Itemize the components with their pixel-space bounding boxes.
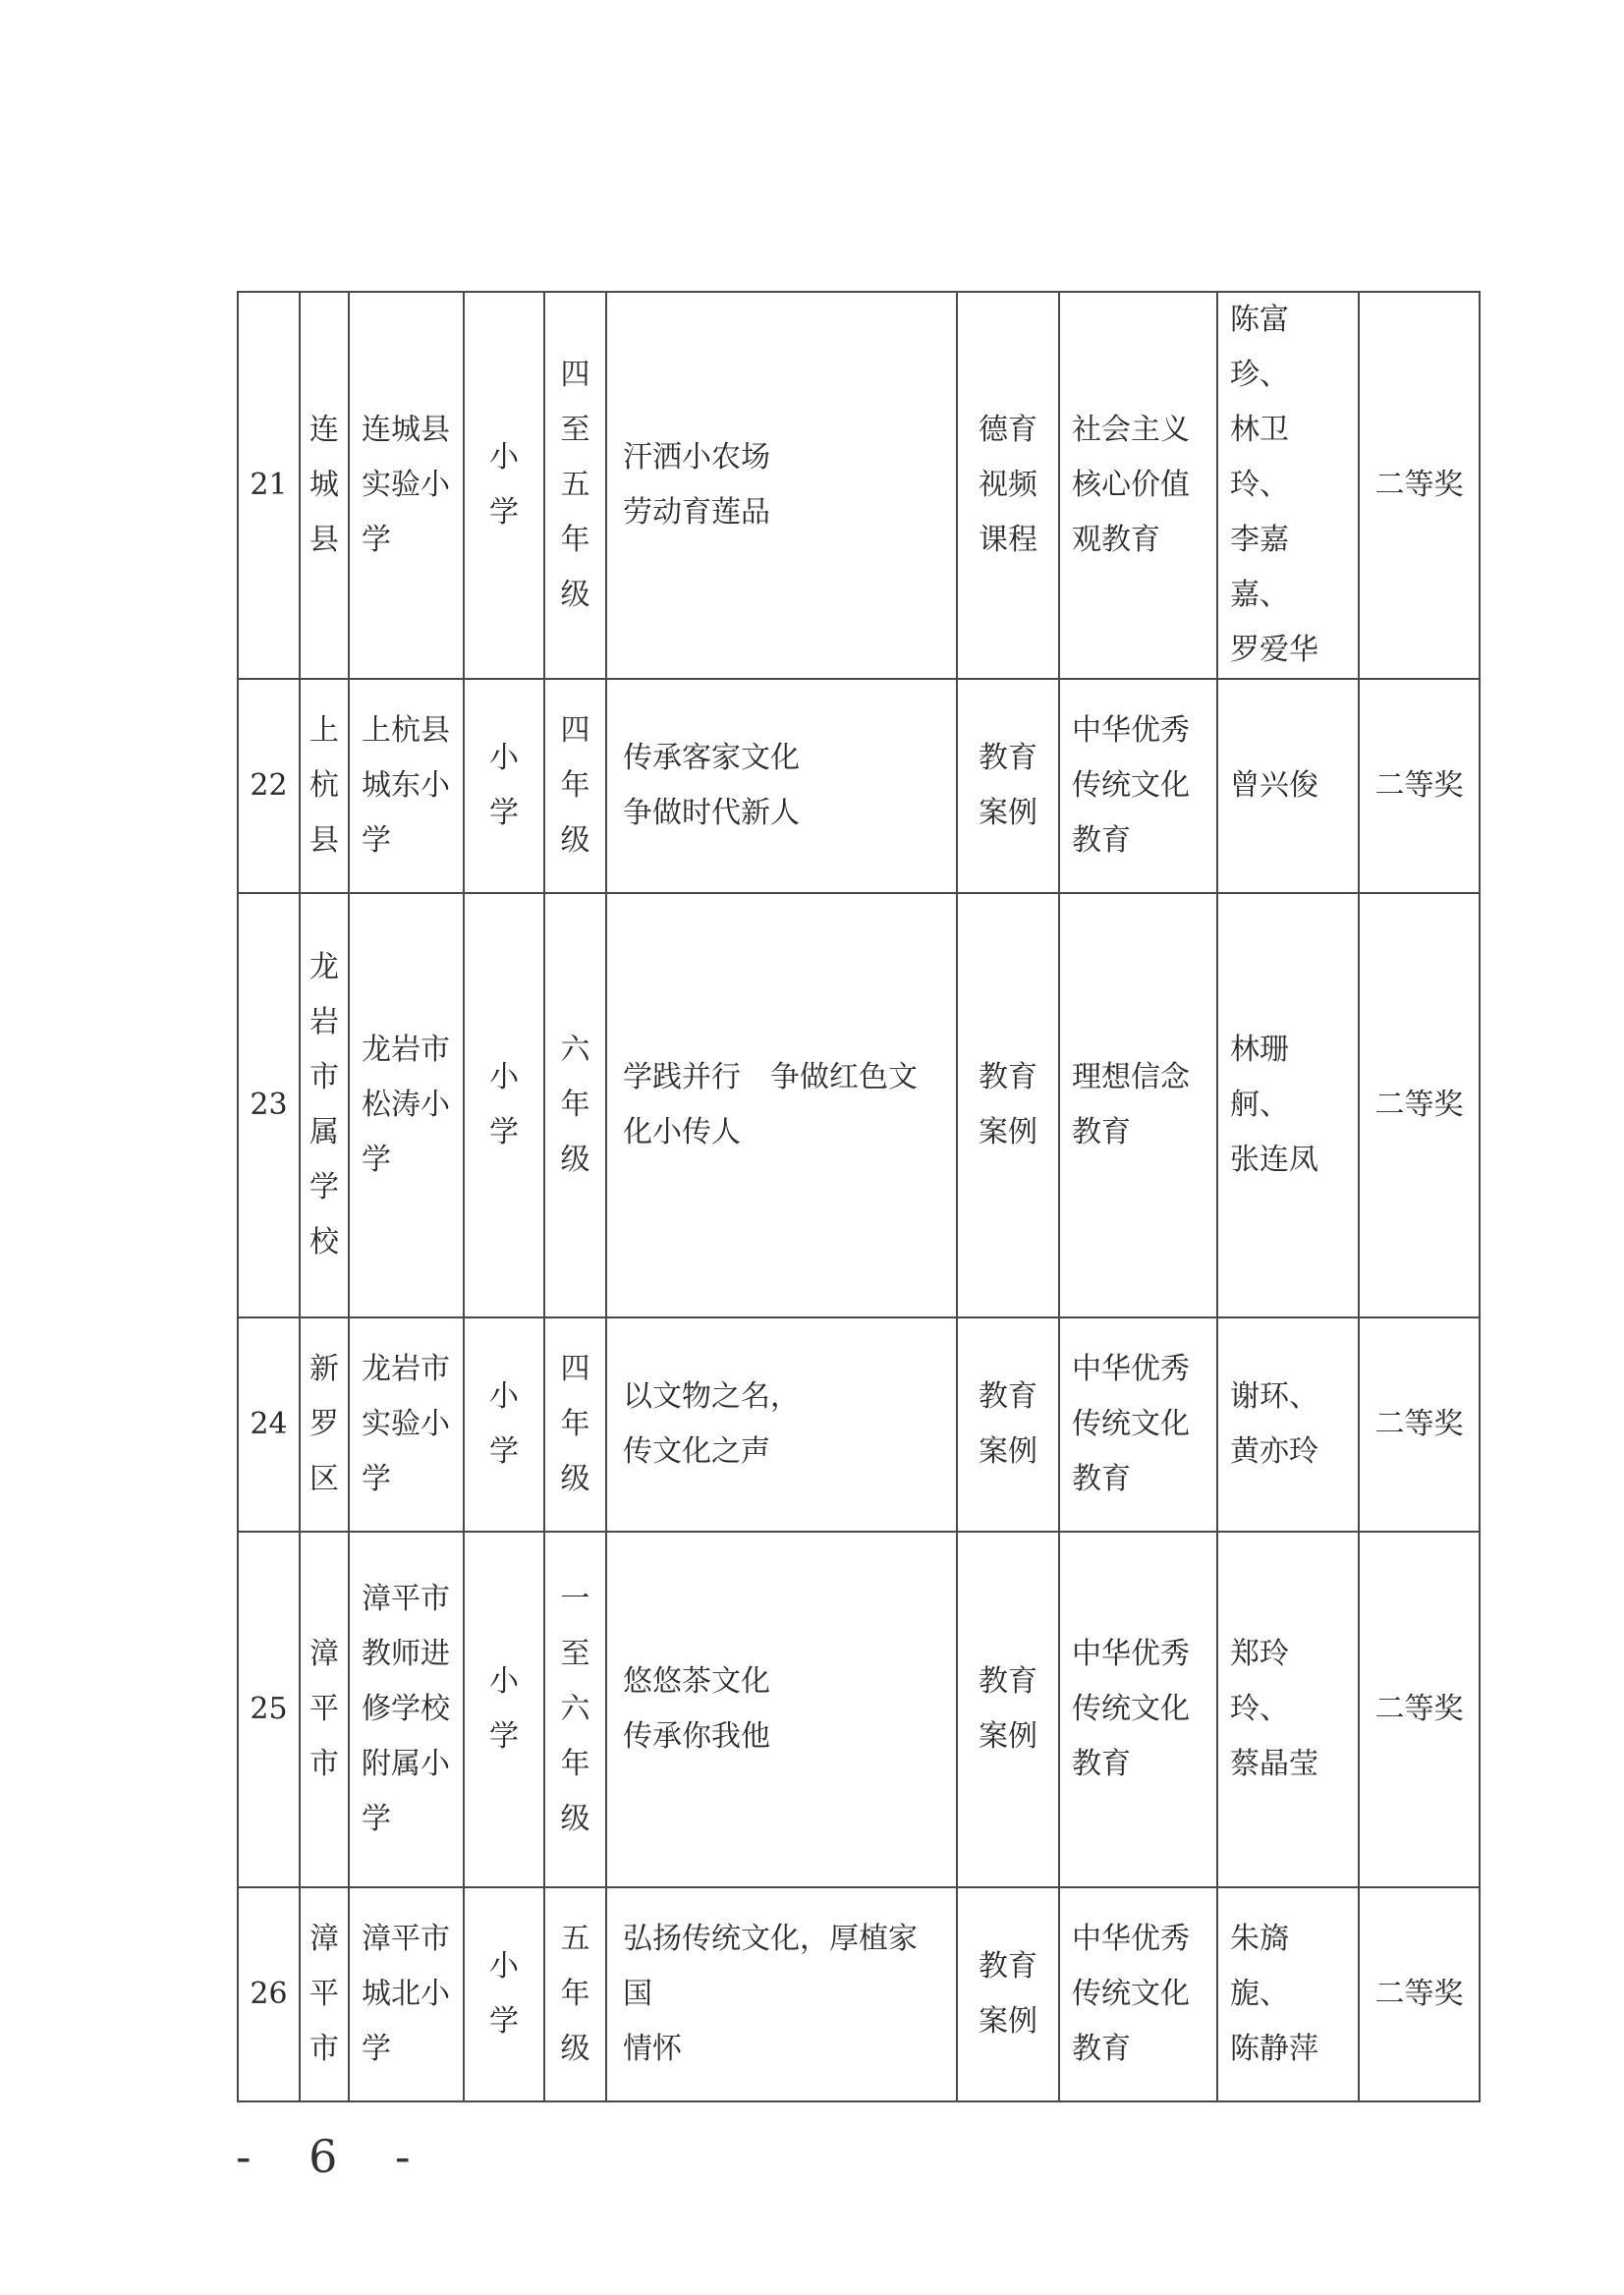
cell-district-line: 市 [309,1060,339,1094]
cell-district-line: 城 [309,468,339,502]
cell-title [606,679,957,893]
cell-district [300,1887,349,2101]
cell-type [957,1887,1059,2101]
cell-theme [1059,1532,1217,1887]
table-row [238,893,1480,1317]
cell-school-line: 附属小 [362,1747,450,1781]
cell-grade-line: 四 [560,713,590,748]
cell-level [464,1532,544,1887]
cell-school-line: 龙岩市 [362,1352,450,1386]
cell-type-line: 案例 [979,1719,1037,1754]
cell-level-line: 小 [489,1949,519,1984]
cell-level-line: 小 [489,1060,519,1094]
cell-grade [544,893,606,1317]
cell-award: 二等奖 [1359,1887,1480,2101]
cell-level [464,1317,544,1532]
cell-school-line: 城北小 [362,1977,450,2011]
cell-type-line: 教育 [979,1664,1037,1699]
cell-type [957,1317,1059,1532]
cell-grade [544,1532,606,1887]
cell-school-line: 学 [362,523,391,557]
cell-grade-line: 四 [560,358,590,392]
cell-title [606,1532,957,1887]
cell-district-line: 区 [309,1462,339,1496]
cell-title-line: 传承客家文化 [623,741,800,775]
cell-grade-line: 年 [560,1977,590,2011]
page-number: - 6 - [236,2130,432,2183]
cell-level-line: 学 [489,1115,519,1149]
cell-theme-line: 中华优秀 [1072,1637,1190,1671]
cell-authors-line: 李嘉嘉、 [1230,523,1289,612]
cell-level-line: 学 [489,2004,519,2039]
cell-grade-line: 年 [560,1407,590,1441]
cell-number: 23 [238,893,300,1317]
cell-type-line: 案例 [979,1434,1037,1469]
cell-title-line: 悠悠茶文化 [623,1664,770,1699]
cell-level-line: 学 [489,1434,519,1469]
cell-school-line: 实验小 [362,1407,450,1441]
cell-level-line: 小 [489,1664,519,1699]
cell-authors [1217,292,1359,679]
cell-district-line: 岩 [309,1005,339,1039]
cell-district-line: 杭 [309,768,339,803]
cell-authors-line: 陈富珍、 [1230,303,1289,392]
cell-award: 二等奖 [1359,1317,1480,1532]
cell-school-line: 连城县 [362,413,450,447]
cell-grade-line: 级 [560,1802,590,1836]
cell-grade-line: 级 [560,823,590,858]
cell-title-line: 以文物之名， [623,1379,800,1414]
cell-theme-line: 核心价值 [1072,468,1190,502]
cell-school-line: 学 [362,823,391,858]
cell-grade-line: 至 [560,1637,590,1671]
cell-type [957,893,1059,1317]
cell-district-line: 校 [309,1225,339,1259]
cell-authors-line: 黄亦玲 [1230,1434,1318,1469]
cell-district-line: 平 [309,1692,339,1726]
cell-authors-line: 朱旖旎、 [1230,1922,1289,2011]
cell-authors-line: 陈静萍 [1230,2032,1318,2066]
cell-type-line: 案例 [979,796,1037,830]
cell-type [957,679,1059,893]
cell-theme-line: 教育 [1072,1462,1131,1496]
cell-school-line: 学 [362,2032,391,2066]
cell-level [464,1887,544,2101]
cell-grade-line: 四 [560,1352,590,1386]
award-table [237,291,1481,2102]
table-row [238,1317,1480,1532]
cell-level-line: 小 [489,1379,519,1414]
cell-theme-line: 理想信念 [1072,1060,1190,1094]
table-row [238,679,1480,893]
cell-school-line: 教师进 [362,1637,450,1671]
cell-grade-line: 级 [560,2032,590,2066]
cell-theme-line: 教育 [1072,823,1131,858]
cell-authors-line: 林珊舸、 [1230,1033,1289,1122]
cell-school-line: 龙岩市 [362,1033,450,1067]
cell-grade-line: 年 [560,1747,590,1781]
cell-title [606,893,957,1317]
cell-theme [1059,1317,1217,1532]
cell-district-line: 漳 [309,1637,339,1671]
cell-school-line: 上杭县 [362,713,450,748]
cell-school-line: 松涛小 [362,1088,450,1122]
cell-number: 21 [238,292,300,679]
cell-level [464,292,544,679]
cell-type [957,292,1059,679]
cell-title-line: 传承你我他 [623,1719,770,1754]
cell-district-line: 县 [309,523,339,557]
cell-number: 22 [238,679,300,893]
cell-district-line: 龙 [309,950,339,984]
cell-district [300,679,349,893]
cell-district-line: 漳 [309,1922,339,1956]
cell-theme [1059,292,1217,679]
cell-title-line: 化小传人 [623,1115,741,1149]
cell-district-line: 县 [309,823,339,858]
cell-district-line: 市 [309,1747,339,1781]
cell-number: 26 [238,1887,300,2101]
cell-type-line: 案例 [979,2004,1037,2039]
cell-theme [1059,1887,1217,2101]
cell-authors [1217,893,1359,1317]
cell-authors-line: 谢环、 [1230,1379,1318,1414]
cell-award: 二等奖 [1359,292,1480,679]
cell-level [464,679,544,893]
cell-type-line: 教育 [979,1379,1037,1414]
cell-title-line: 传文化之声 [623,1434,770,1469]
cell-grade-line: 六 [560,1692,590,1726]
table-row [238,292,1480,679]
cell-authors [1217,679,1359,893]
cell-theme-line: 教育 [1072,1115,1131,1149]
cell-theme-line: 传统文化 [1072,1977,1190,2011]
cell-authors-line: 郑玲玲、 [1230,1637,1289,1726]
cell-grade [544,1317,606,1532]
cell-type-line: 案例 [979,1115,1037,1149]
cell-grade [544,1887,606,2101]
cell-grade-line: 六 [560,1033,590,1067]
cell-grade-line: 级 [560,1462,590,1496]
cell-authors [1217,1887,1359,2101]
cell-grade-line: 年 [560,1088,590,1122]
cell-authors [1217,1532,1359,1887]
cell-school [349,679,464,893]
cell-grade [544,679,606,893]
cell-title-line: 学践并行 争做红色文 [623,1060,918,1094]
cell-school [349,292,464,679]
cell-type-line: 教育 [979,1060,1037,1094]
cell-district-line: 属 [309,1115,339,1149]
cell-level [464,893,544,1317]
cell-district-line: 市 [309,2032,339,2066]
cell-title [606,1317,957,1532]
cell-theme-line: 社会主义 [1072,413,1190,447]
table-body [238,292,1480,2101]
cell-district-line: 学 [309,1170,339,1204]
table-row [238,1887,1480,2101]
cell-title-line: 汗洒小农场 [623,440,770,475]
cell-title-line: 争做时代新人 [623,796,800,830]
cell-title-line: 情怀 [623,2032,682,2066]
cell-award: 二等奖 [1359,1532,1480,1887]
cell-district [300,1532,349,1887]
cell-authors-line: 曾兴俊 [1230,768,1318,803]
cell-award: 二等奖 [1359,679,1480,893]
cell-grade [544,292,606,679]
cell-district-line: 新 [309,1352,339,1386]
cell-school [349,1317,464,1532]
cell-level-line: 小 [489,440,519,475]
cell-level-line: 小 [489,741,519,775]
cell-authors [1217,1317,1359,1532]
cell-school-line: 实验小 [362,468,450,502]
cell-grade-line: 级 [560,1143,590,1177]
cell-school-line: 学 [362,1143,391,1177]
cell-authors-line: 林卫玲、 [1230,413,1289,502]
cell-grade-line: 至 [560,413,590,447]
cell-theme-line: 传统文化 [1072,768,1190,803]
cell-type [957,1532,1059,1887]
cell-theme [1059,679,1217,893]
cell-grade-line: 一 [560,1582,590,1616]
cell-award: 二等奖 [1359,893,1480,1317]
cell-district-line: 上 [309,713,339,748]
cell-theme [1059,893,1217,1317]
cell-type-line: 教育 [979,741,1037,775]
cell-type-line: 德育 [979,413,1037,447]
cell-type-line: 视频 [979,468,1037,502]
cell-authors-line: 张连凤 [1230,1143,1318,1177]
cell-school-line: 城东小 [362,768,450,803]
cell-number: 24 [238,1317,300,1532]
cell-number: 25 [238,1532,300,1887]
cell-district-line: 平 [309,1977,339,2011]
cell-grade-line: 年 [560,523,590,557]
cell-school-line: 学 [362,1802,391,1836]
cell-school [349,893,464,1317]
cell-title-line: 弘扬传统文化，厚植家国 [623,1922,918,2011]
cell-theme-line: 中华优秀 [1072,1352,1190,1386]
cell-level-line: 学 [489,796,519,830]
cell-level-line: 学 [489,495,519,530]
cell-title-line: 劳动育莲品 [623,495,770,530]
cell-school-line: 修学校 [362,1692,450,1726]
cell-theme-line: 传统文化 [1072,1692,1190,1726]
cell-theme-line: 教育 [1072,1747,1131,1781]
cell-type-line: 教育 [979,1949,1037,1984]
cell-theme-line: 中华优秀 [1072,713,1190,748]
cell-district [300,893,349,1317]
cell-authors-line: 罗爱华 [1230,633,1318,667]
cell-school-line: 学 [362,1462,391,1496]
cell-title [606,1887,957,2101]
cell-theme-line: 传统文化 [1072,1407,1190,1441]
cell-school-line: 漳平市 [362,1582,450,1616]
cell-grade-line: 级 [560,578,590,612]
cell-theme-line: 中华优秀 [1072,1922,1190,1956]
cell-school [349,1532,464,1887]
cell-title [606,292,957,679]
cell-district-line: 罗 [309,1407,339,1441]
cell-school-line: 漳平市 [362,1922,450,1956]
cell-authors-line: 蔡晶莹 [1230,1747,1318,1781]
cell-grade-line: 年 [560,768,590,803]
cell-theme-line: 教育 [1072,2032,1131,2066]
table-row [238,1532,1480,1887]
cell-grade-line: 五 [560,468,590,502]
cell-district [300,1317,349,1532]
cell-district-line: 连 [309,413,339,447]
cell-level-line: 学 [489,1719,519,1754]
cell-grade-line: 五 [560,1922,590,1956]
cell-type-line: 课程 [979,523,1037,557]
cell-district [300,292,349,679]
cell-school [349,1887,464,2101]
cell-theme-line: 观教育 [1072,523,1160,557]
